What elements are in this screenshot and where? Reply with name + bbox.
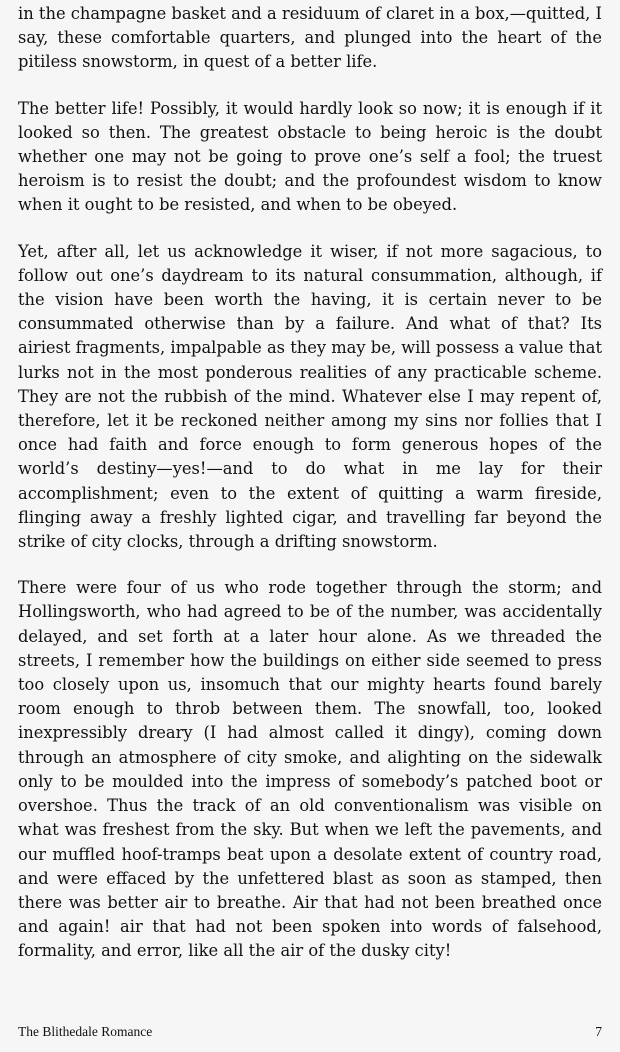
paragraph-2: The better life! Possibly, it would hardly look so now; it is enough if it looked so then. The greatest obstacle to being heroic is the doubt whether one may not be going to prove one’s self a fool; the truest heroism is to resist the doubt; and the profoundest wisdom to know when it ought to be resisted, and when to be obeyed. — [18, 98, 602, 215]
paragraph-3: Yet, after all, let us acknowledge it wiser, if not more sagacious, to follow out one’s daydream to its natural consummation, although, if the vision have been worth the having, it is certain never to be consummated otherwise than by a failure. And what of that? Its airiest fragments, impalpable as they may be, will possess a value that lurks not in the most ponderous realities of any practicable scheme. They are not the rubbish of the mind. Whatever else I may repent of, therefore, let it be reckoned neither among my sins nor follies that I once had faith and force enough to form generous hopes of the world’s destiny—yes!—and to do what in me lay for their accomplishment; even to the extent of quitting a warm fireside, flinging away a freshly lighted cigar, and travelling far beyond the strike of city clocks, through a drifting snowstorm. — [18, 241, 602, 552]
footer-book-title: The Blithedale Romance — [18, 1024, 153, 1039]
body-text — [18, 2, 602, 964]
paragraph-4: There were four of us who rode together through the storm; and Hollingsworth, who had agreed to be of the number, was accidentally delayed, and set forth at a later hour alone. As we threaded the streets, I remember how the buildings on either side seemed to press too closely upon us, insomuch that our mighty hearts found barely room enough to throb between them. The snowfall, too, looked inexpressibly dreary (I had almost called it dingy), coming down through an atmosphere of city smoke, and alighting on the sidewalk only to be moulded into the impress of somebody’s patched boot or overshoe. Thus the track of an old conventionalism was visible on what was freshest from the sky. But when we left the pavements, and our muffled hoof-tramps beat upon a desolate extent of country road, and were effaced by the unfettered blast as soon as stamped, then there was better air to breathe. Air that had not been breathed once and again! air that had not been spoken into words of falsehood, formality, and error, like all the air of the dusky city! — [18, 578, 602, 961]
paragraph-1: in the champagne basket and a residuum of claret in a box,—quitted, I say, these comfortable quarters, and plunged into the heart of the pitiless snowstorm, in quest of a better life. — [18, 4, 602, 72]
footer-page-number: 7 — [595, 1024, 602, 1039]
page-footer — [18, 1024, 602, 1044]
